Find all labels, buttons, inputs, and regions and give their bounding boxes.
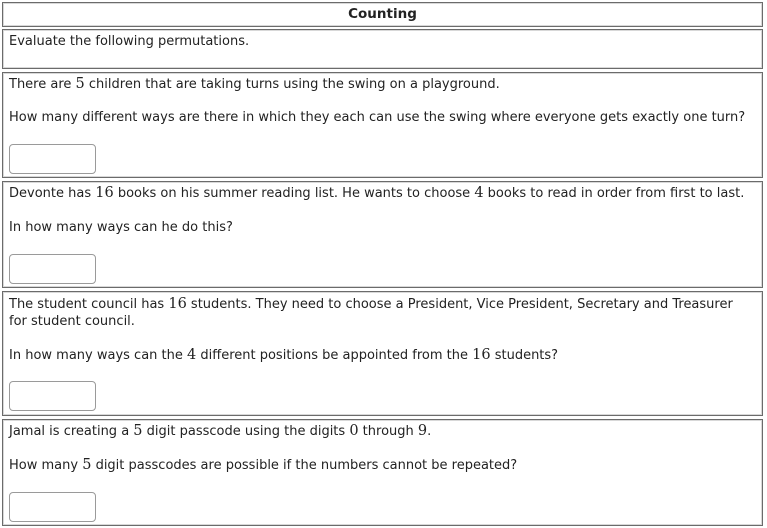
question-2-answer-input[interactable] (9, 254, 96, 284)
question-2 (2, 181, 763, 288)
instructions-text: Evaluate the following permutations. (9, 34, 250, 49)
question-3 (2, 291, 763, 416)
instructions-panel (2, 29, 763, 69)
question-4-answer-input[interactable] (9, 492, 96, 522)
question-1-prompt: How many different ways are there in which they each can use the swing where everyone gets exactly one turn? (9, 110, 746, 125)
question-4 (2, 419, 763, 526)
question-1-answer-input[interactable] (9, 144, 96, 174)
question-3-prompt: In how many ways can the 4 different positions be appointed from the 16 students? (9, 347, 559, 363)
question-1-statement: There are 5 children that are taking turns using the swing on a playground. (9, 76, 500, 92)
question-2-statement: Devonte has 16 books on his summer reading list. He wants to choose 4 books to read in order from first to last. (9, 185, 745, 201)
question-3-answer-input[interactable] (9, 381, 96, 411)
worksheet-title: Counting (2, 2, 763, 27)
question-2-prompt: In how many ways can he do this? (9, 220, 233, 235)
question-1 (2, 72, 763, 178)
question-3-statement: The student council has 16 students. They need to choose a President, Vice President, Secretary and Treasurer for student council. (9, 296, 733, 329)
question-4-statement: Jamal is creating a 5 digit passcode using the digits 0 through 9. (9, 423, 432, 439)
question-4-prompt: How many 5 digit passcodes are possible if the numbers cannot be repeated? (9, 457, 518, 473)
